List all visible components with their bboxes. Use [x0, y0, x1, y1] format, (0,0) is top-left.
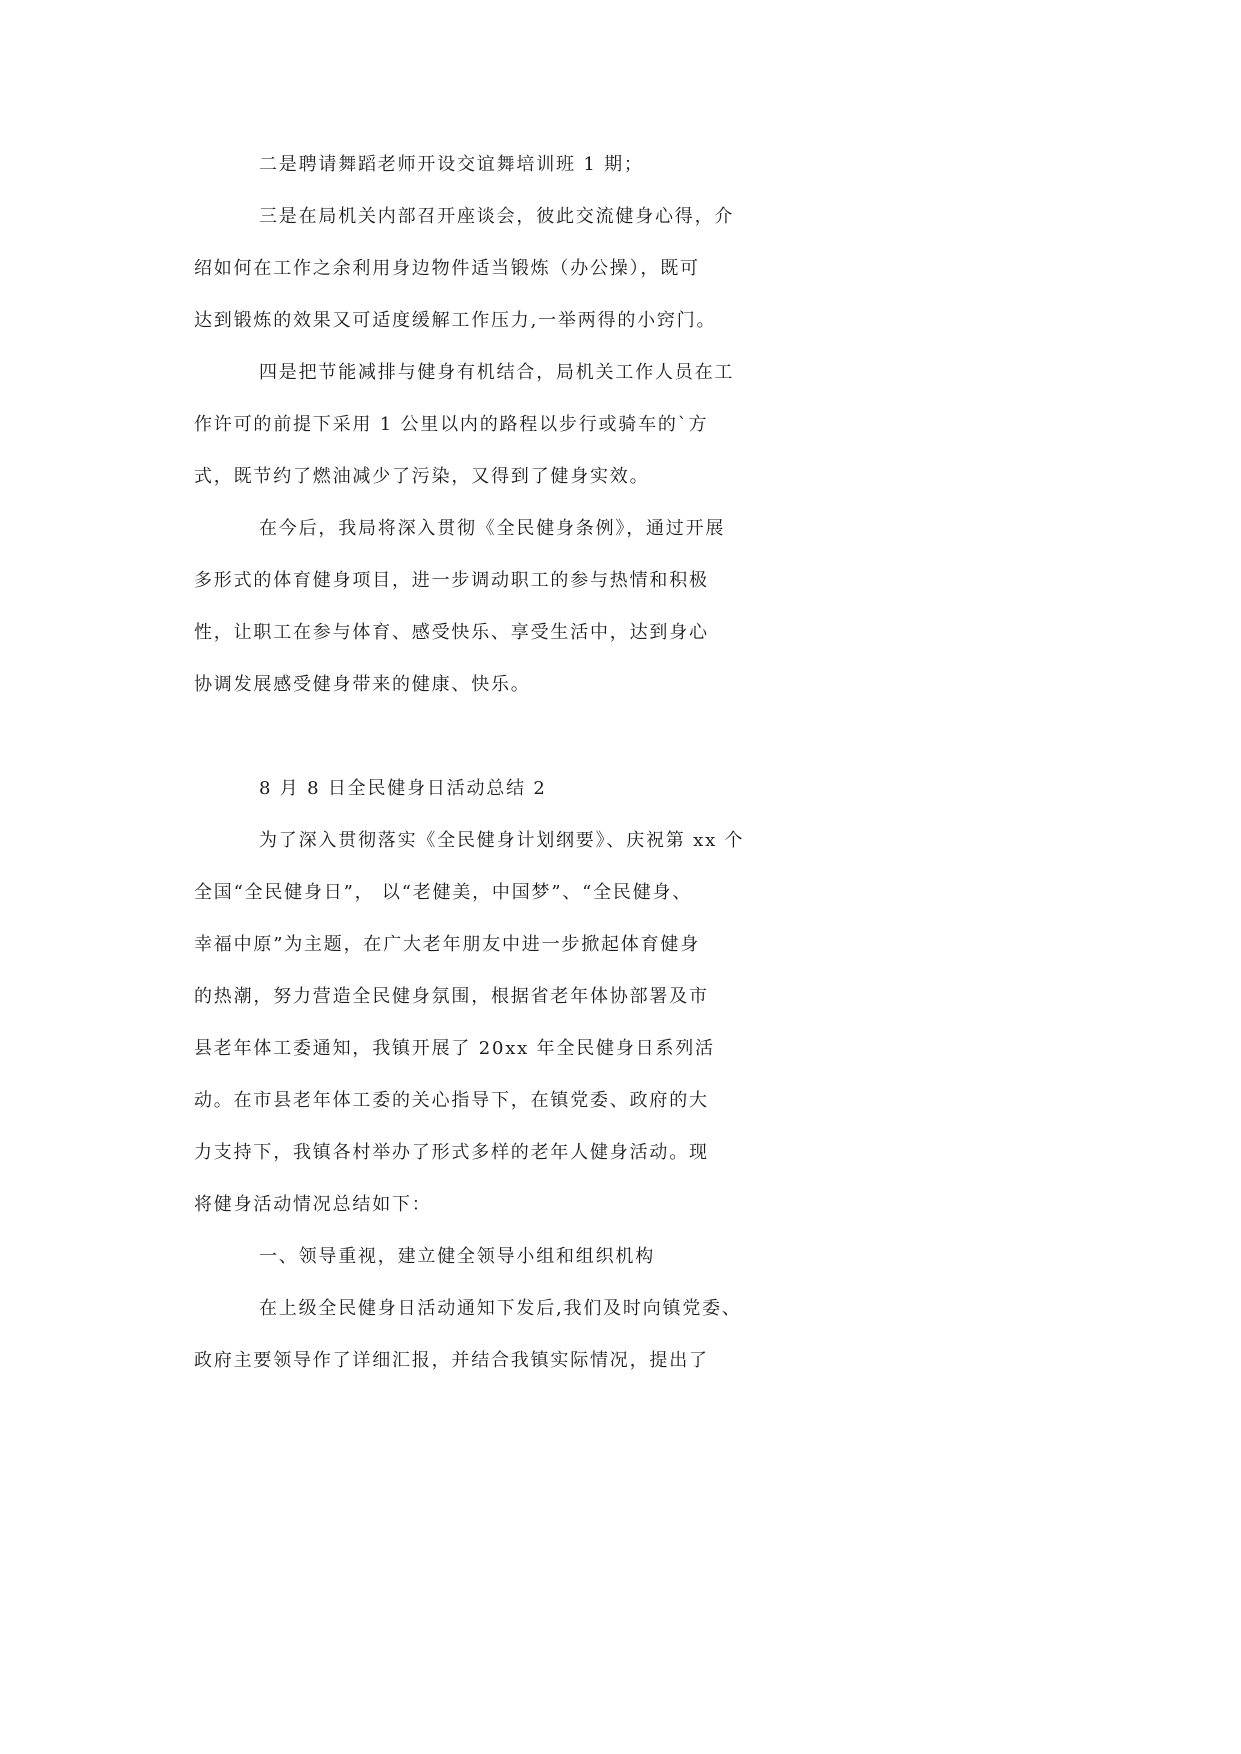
paragraph-line: 作许可的前提下采用 1 公里以内的路程以步行或骑车的`方 — [194, 414, 709, 435]
paragraph-line: 幸福中原”为主题，在广大老年朋友中进一步掀起体育健身 — [194, 934, 700, 955]
paragraph-line: 将健身活动情况总结如下： — [194, 1194, 432, 1215]
paragraph-line: 绍如何在工作之余利用身边物件适当锻炼（办公操），既可 — [194, 258, 700, 279]
paragraph-line: 四是把节能减排与健身有机结合，局机关工作人员在工 — [259, 362, 735, 383]
paragraph-line: 动。在市县老年体工委的关心指导下，在镇党委、政府的大 — [194, 1090, 709, 1111]
paragraph-line: 在上级全民健身日活动通知下发后,我们及时向镇党委、 — [259, 1298, 742, 1319]
paragraph-line: 性，让职工在参与体育、感受快乐、享受生活中，达到身心 — [194, 622, 709, 643]
subheading-line: 一、领导重视，建立健全领导小组和组织机构 — [259, 1246, 655, 1267]
paragraph-line: 多形式的体育健身项目，进一步调动职工的参与热情和积极 — [194, 570, 709, 591]
paragraph-line: 力支持下，我镇各村举办了形式多样的老年人健身活动。现 — [194, 1142, 709, 1163]
paragraph-line: 政府主要领导作了详细汇报，并结合我镇实际情况，提出了 — [194, 1350, 709, 1371]
paragraph-line: 在今后，我局将深入贯彻《全民健身条例》，通过开展 — [259, 518, 726, 539]
section-heading: 8 月 8 日全民健身日活动总结 2 — [259, 778, 547, 799]
paragraph-line: 全国“全民健身日”， 以“老健美，中国梦”、“全民健身、 — [194, 882, 693, 903]
paragraph-line: 协调发展感受健身带来的健康、快乐。 — [194, 674, 531, 695]
paragraph-line: 县老年体工委通知，我镇开展了 20xx 年全民健身日系列活 — [194, 1038, 715, 1059]
paragraph-line: 达到锻炼的效果又可适度缓解工作压力,一举两得的小窍门。 — [194, 310, 717, 331]
paragraph-line: 为了深入贯彻落实《全民健身计划纲要》、庆祝第 xx 个 — [259, 830, 745, 851]
paragraph-line: 式，既节约了燃油减少了污染，又得到了健身实效。 — [194, 466, 650, 487]
paragraph-line: 二是聘请舞蹈老师开设交谊舞培训班 1 期； — [259, 154, 644, 175]
paragraph-line: 三是在局机关内部召开座谈会，彼此交流健身心得，介 — [259, 206, 735, 227]
paragraph-line: 的热潮，努力营造全民健身氛围，根据省老年体协部署及市 — [194, 986, 709, 1007]
